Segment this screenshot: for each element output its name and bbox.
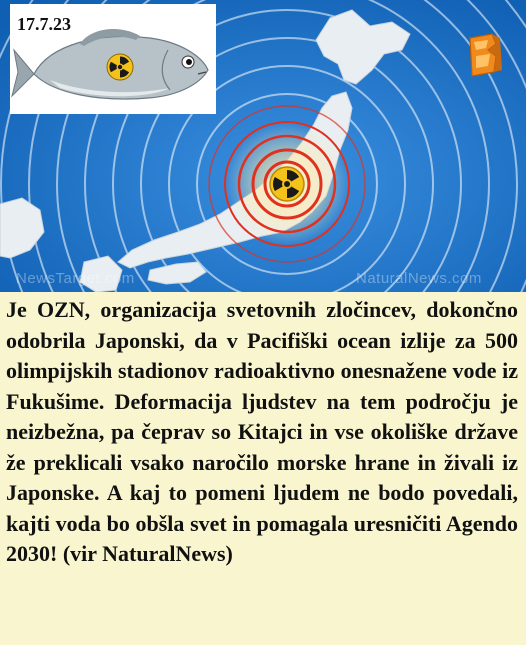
post-date: 17.7.23 [17, 14, 71, 34]
watermark-right: NaturalNews.com [356, 270, 482, 287]
article-text: Je OZN, organizacija svetovnih zločincev, dokončno odobrila Japonski, da v Pacifiški ocean izlije za 500 olimpijskih stadionov radioaktivno onesnažene vode iz Fukušime. Deformacija ljudstev na tem področju je neizbežna, pa čeprav so Kitajci in vse okoliške države že preklicali vsako naročilo morske hrane in živali iz Japonske. A kaj to pomeni ljudem ne bodo povedali, kajti voda bo obšla svet in pomagala uresničiti Agendo 2030! (vir NaturalNews) [6, 297, 518, 566]
fukushima-illustration [0, 0, 526, 292]
watermark-left: NewsTarget.com [16, 270, 135, 287]
channel-logo-icon [462, 32, 502, 78]
